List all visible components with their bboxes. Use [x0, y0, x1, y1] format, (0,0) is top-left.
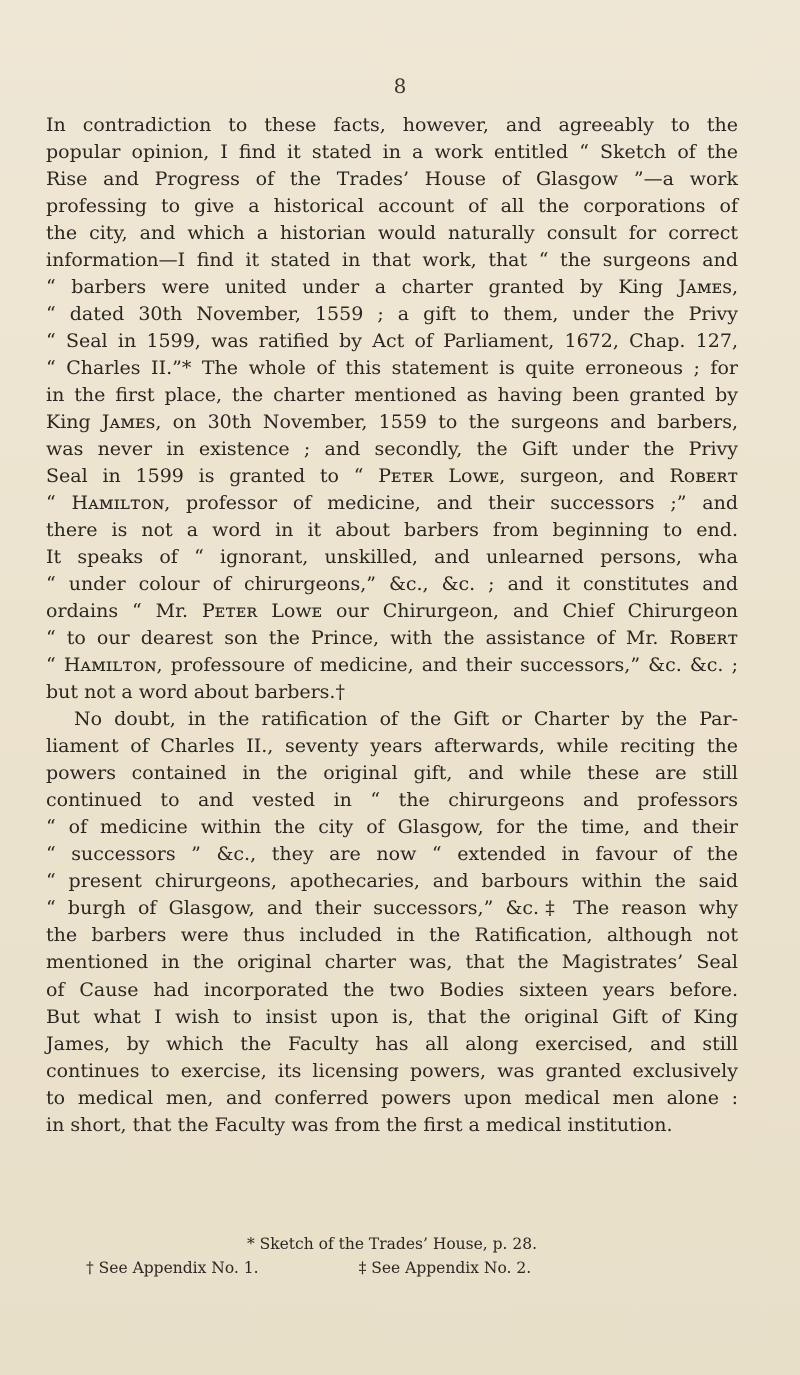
- text-line: the city, and which a historian would naturally consult for correct: [46, 222, 738, 245]
- text-line: was never in existence ; and secondly, the Gift under the Privy: [46, 438, 738, 461]
- text-line: continued to and vested in “ the chirurgeons and professors: [46, 789, 738, 812]
- text-line: information—I find it stated in that work, that “ the surgeons and: [46, 249, 738, 272]
- body-text: [46, 112, 738, 1139]
- text-line: James, by which the Faculty has all along exercised, and still: [46, 1032, 738, 1055]
- text-line: powers contained in the original gift, and while these are still: [46, 762, 738, 785]
- text-line: to medical men, and conferred powers upon medical men alone :: [46, 1086, 738, 1109]
- text-line: “ present chirurgeons, apothecaries, and barbours within the said: [46, 870, 738, 893]
- text-line: But what I wish to insist upon is, that the original Gift of King: [46, 1005, 738, 1028]
- text-line: of Cause had incorporated the two Bodies sixteen years before.: [46, 978, 738, 1001]
- text-line: mentioned in the original charter was, that the Magistrates’ Seal: [46, 951, 738, 974]
- text-line: there is not a word in it about barbers from beginning to end.: [46, 519, 738, 542]
- text-line: continues to exercise, its licensing powers, was granted exclusively: [46, 1059, 738, 1082]
- text-line: Seal in 1599 is granted to “ Pᴇᴛᴇʀ Lᴏᴡᴇ, surgeon, and Rᴏʙᴇʀᴛ: [46, 465, 738, 488]
- text-line: in short, that the Faculty was from the first a medical institution.: [46, 1113, 673, 1136]
- text-line: In contradiction to these facts, however, and agreeably to the: [46, 114, 738, 136]
- text-line: “ barbers were united under a charter granted by King Jᴀᴍᴇs,: [46, 276, 738, 299]
- text-line: “ Seal in 1599, was ratified by Act of Parliament, 1672, Chap. 127,: [46, 330, 738, 353]
- text-line: No doubt, in the ratification of the Gift or Charter by the Par-: [74, 708, 738, 731]
- text-line: “ Hᴀᴍɪʟᴛᴏɴ, professoure of medicine, and their successors,” &c. &c. ;: [46, 654, 738, 677]
- text-line: “ dated 30th November, 1559 ; a gift to them, under the Privy: [46, 303, 738, 326]
- text-line: It speaks of “ ignorant, unskilled, and unlearned persons, wha: [46, 546, 738, 569]
- text-line: the barbers were thus included in the Ratification, although not: [46, 924, 738, 947]
- footnote-dagger: † See Appendix No. 1.: [86, 1259, 259, 1277]
- text-line: ordains “ Mr. Pᴇᴛᴇʀ Lᴏᴡᴇ our Chirurgeon, and Chief Chirurgeon: [46, 600, 738, 623]
- text-line: “ under colour of chirurgeons,” &c., &c. ; and it constitutes and: [46, 573, 738, 596]
- text-line: popular opinion, I find it stated in a work entitled “ Sketch of the: [46, 141, 738, 164]
- text-line: “ Charles II.”* The whole of this statement is quite erroneous ; for: [46, 357, 738, 380]
- text-line: professing to give a historical account of all the corporations of: [46, 195, 738, 218]
- text-line: “ of medicine within the city of Glasgow, for the time, and their: [46, 816, 738, 839]
- text-line: “ successors ” &c., they are now “ extended in favour of the: [46, 843, 738, 866]
- page-number: 8: [393, 74, 407, 98]
- text-line: “ to our dearest son the Prince, with the assistance of Mr. Rᴏʙᴇʀᴛ: [46, 627, 738, 650]
- footnotes: [46, 1232, 738, 1280]
- text-line: “ burgh of Glasgow, and their successors,” &c.‡ The reason why: [46, 897, 738, 920]
- text-line: liament of Charles II., seventy years afterwards, while reciting the: [46, 735, 738, 758]
- text-line: “ Hᴀᴍɪʟᴛᴏɴ, professor of medicine, and their successors ;” and: [46, 492, 738, 515]
- text-line: in the first place, the charter mentioned as having been granted by: [46, 384, 738, 407]
- text-line: King Jᴀᴍᴇs, on 30th November, 1559 to the surgeons and barbers,: [46, 411, 738, 434]
- text-line: Rise and Progress of the Trades’ House of Glasgow ”—a work: [46, 168, 738, 191]
- footnote-double-dagger: ‡ See Appendix No. 2.: [358, 1259, 532, 1277]
- text-line: but not a word about barbers.†: [46, 681, 345, 704]
- footnote-star: * Sketch of the Trades’ House, p. 28.: [246, 1235, 538, 1253]
- footnote-row: [46, 1256, 738, 1280]
